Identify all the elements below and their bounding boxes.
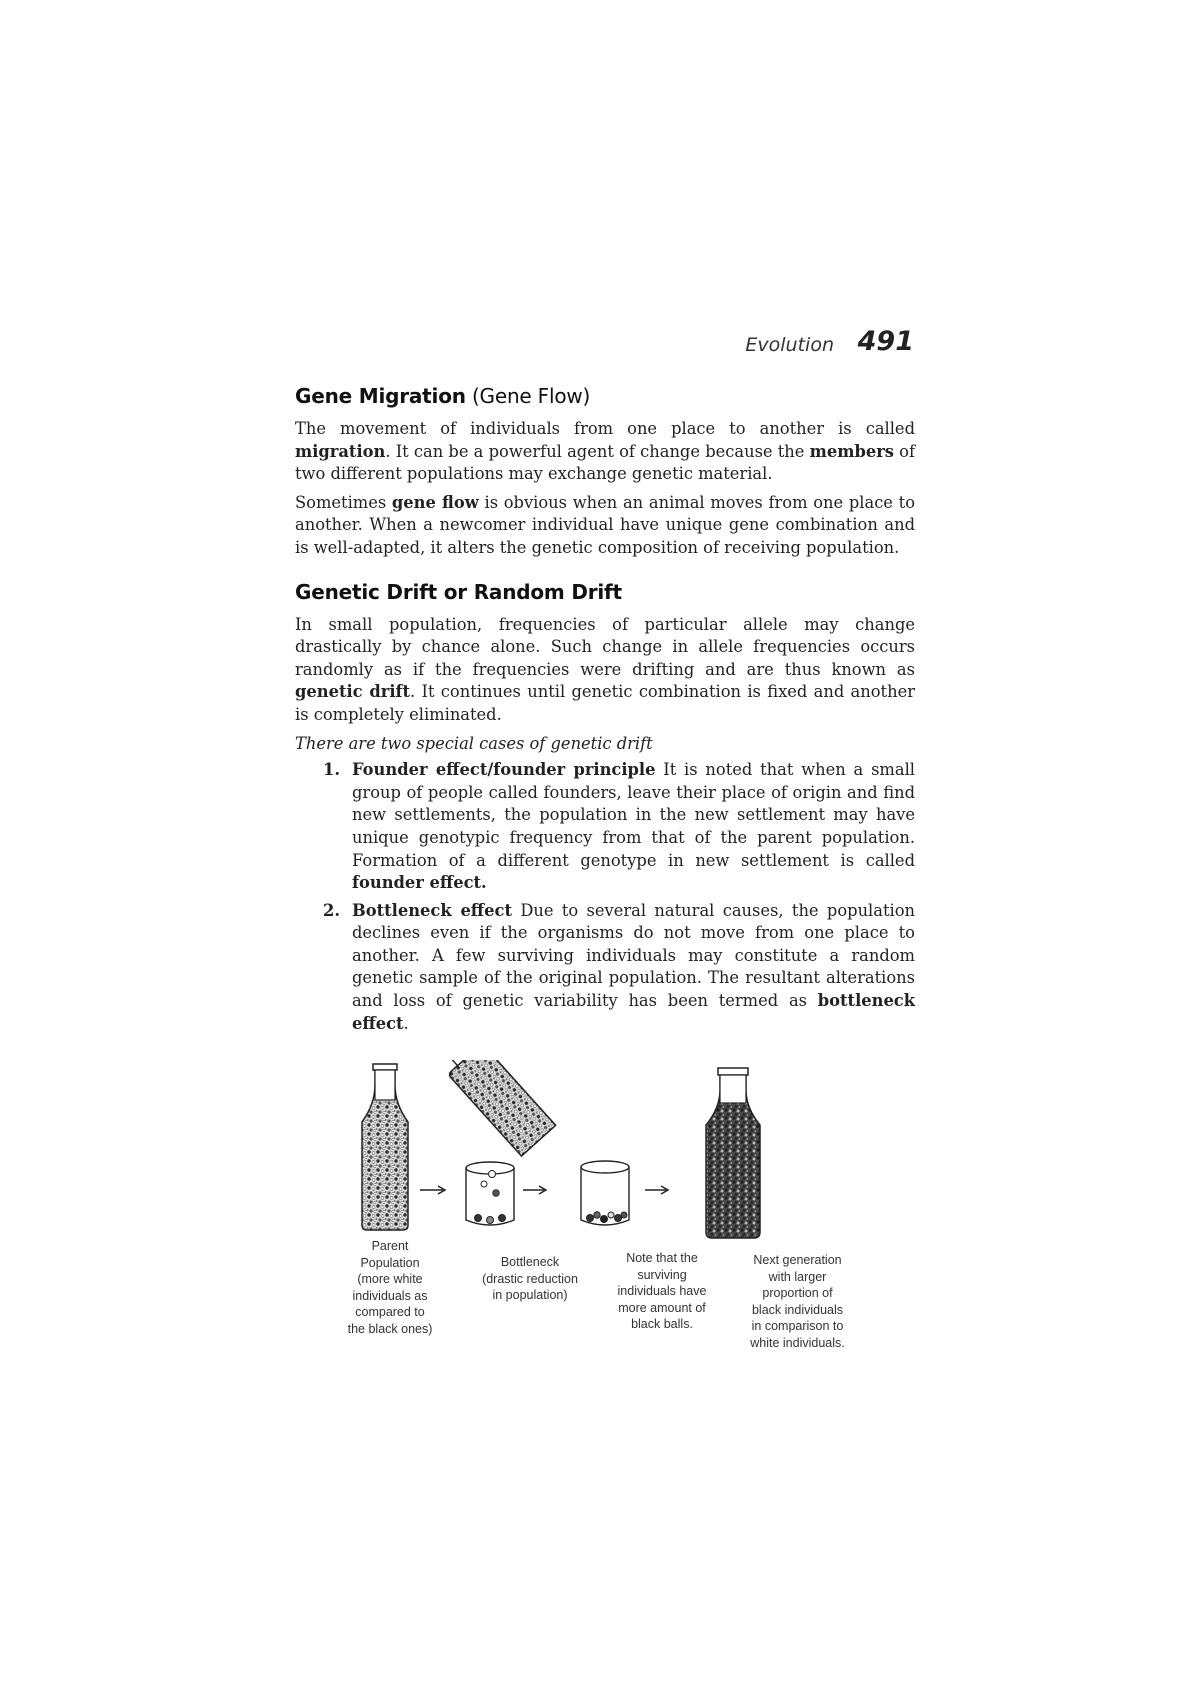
list-number: 1. bbox=[323, 760, 340, 780]
heading-gene-migration bbox=[295, 384, 915, 408]
drift-cases-intro: There are two special cases of genetic drift bbox=[295, 733, 653, 753]
caption-line: individuals as bbox=[352, 1288, 428, 1303]
bottleneck-figure bbox=[340, 1060, 880, 1380]
text-run: . bbox=[403, 1013, 409, 1033]
text-run: In small population, frequencies of particular allele may change drastically by chance alone. Such change in allele frequencies occurs randomly as if the frequencies were drifting and are thus known as bbox=[295, 614, 915, 679]
caption-line: the black ones) bbox=[347, 1321, 433, 1336]
running-head bbox=[700, 326, 918, 370]
caption-parent-population bbox=[335, 1238, 445, 1337]
caption-line: individuals have bbox=[617, 1284, 707, 1298]
caption-line: black individuals bbox=[751, 1302, 844, 1317]
term-gene-flow: gene flow bbox=[391, 492, 479, 512]
caption-line: in population) bbox=[492, 1288, 568, 1302]
arrow-right-icon bbox=[645, 1186, 668, 1194]
next-generation-bottle bbox=[706, 1068, 760, 1238]
page-number: 491 bbox=[857, 326, 914, 357]
drift-cases-list bbox=[295, 759, 915, 1035]
list-item-bottleneck-effect bbox=[323, 900, 916, 1036]
term-migration: migration bbox=[295, 441, 386, 461]
term-founder-effect-end: founder effect. bbox=[352, 873, 487, 893]
pouring-bottle bbox=[422, 1060, 555, 1156]
caption-survivors bbox=[602, 1250, 722, 1333]
term-bottleneck-effect-end: bottleneck effect bbox=[352, 991, 915, 1033]
text-run: . It continues until genetic combination is fixed and another is completely eliminated. bbox=[295, 682, 915, 724]
term-bottleneck-effect: Bottleneck effect bbox=[352, 900, 512, 920]
caption-line: in comparison to bbox=[751, 1319, 844, 1333]
caption-line: Parent bbox=[371, 1239, 409, 1253]
caption-line: Note that the bbox=[626, 1251, 698, 1265]
list-number: 2. bbox=[323, 900, 340, 920]
paragraph-genetic-drift bbox=[295, 614, 915, 727]
list-item-founder-effect bbox=[323, 759, 915, 895]
running-title: Evolution bbox=[745, 334, 834, 356]
caption-line: compared to bbox=[355, 1305, 425, 1319]
heading-genetic-drift: Genetic Drift or Random Drift bbox=[295, 579, 622, 604]
caption-line: with larger bbox=[768, 1269, 827, 1284]
arrow-right-icon bbox=[420, 1186, 445, 1194]
term-genetic-drift: genetic drift bbox=[295, 682, 411, 702]
term-members: members bbox=[809, 441, 894, 461]
caption-line: more amount of bbox=[618, 1300, 706, 1315]
survivors-cup bbox=[581, 1161, 629, 1225]
caption-line: black balls. bbox=[631, 1317, 693, 1331]
caption-next-generation bbox=[735, 1252, 860, 1351]
heading-gene-migration-sub: (Gene Flow) bbox=[465, 384, 591, 408]
bottleneck-cup bbox=[466, 1162, 514, 1225]
heading-gene-migration-bold: Gene Migration bbox=[295, 384, 466, 408]
text-run: . It can be a powerful agent of change because the bbox=[385, 441, 810, 461]
bottleneck-illustration bbox=[340, 1060, 880, 1260]
caption-line: Bottleneck bbox=[500, 1255, 560, 1269]
caption-line: Population bbox=[360, 1255, 420, 1270]
caption-line: Next generation bbox=[753, 1253, 842, 1267]
parent-bottle bbox=[362, 1064, 408, 1230]
text-run: is obvious when an animal moves from one place to another. When a newcomer individual have unique gene combination and is well-adapted, it alters the genetic composition of receiving population. bbox=[295, 492, 915, 557]
caption-line: white individuals. bbox=[750, 1335, 845, 1350]
text-run: The movement of individuals from one place to another is called bbox=[295, 419, 915, 438]
text-run: It is noted that when a small group of people called founders, leave their place of origin and find new settlements, the population in the new settlement may have unique genotypic frequency from that of the parent population. Formation of a different genotype in new settlement is called bbox=[352, 760, 915, 870]
caption-line: surviving bbox=[637, 1267, 687, 1282]
paragraph-migration bbox=[295, 418, 915, 486]
term-founder-effect: Founder effect/founder principle bbox=[352, 760, 656, 780]
text-run: of two different populations may exchange genetic material. bbox=[295, 441, 915, 484]
arrow-right-icon bbox=[523, 1186, 546, 1194]
caption-line: (drastic reduction bbox=[482, 1271, 578, 1286]
page-body bbox=[295, 384, 915, 1040]
caption-bottleneck bbox=[465, 1254, 595, 1304]
text-run: Sometimes bbox=[295, 492, 392, 512]
caption-line: (more white bbox=[357, 1272, 423, 1286]
text-run: Due to several natural causes, the population declines even if the organisms do not move from one place to another. A few surviving individuals may constitute a random genetic sample of the original population. The resultant alterations and loss of genetic variability has been termed as bbox=[352, 900, 916, 1011]
caption-line: proportion of bbox=[762, 1286, 833, 1300]
paragraph-gene-flow bbox=[295, 492, 915, 560]
